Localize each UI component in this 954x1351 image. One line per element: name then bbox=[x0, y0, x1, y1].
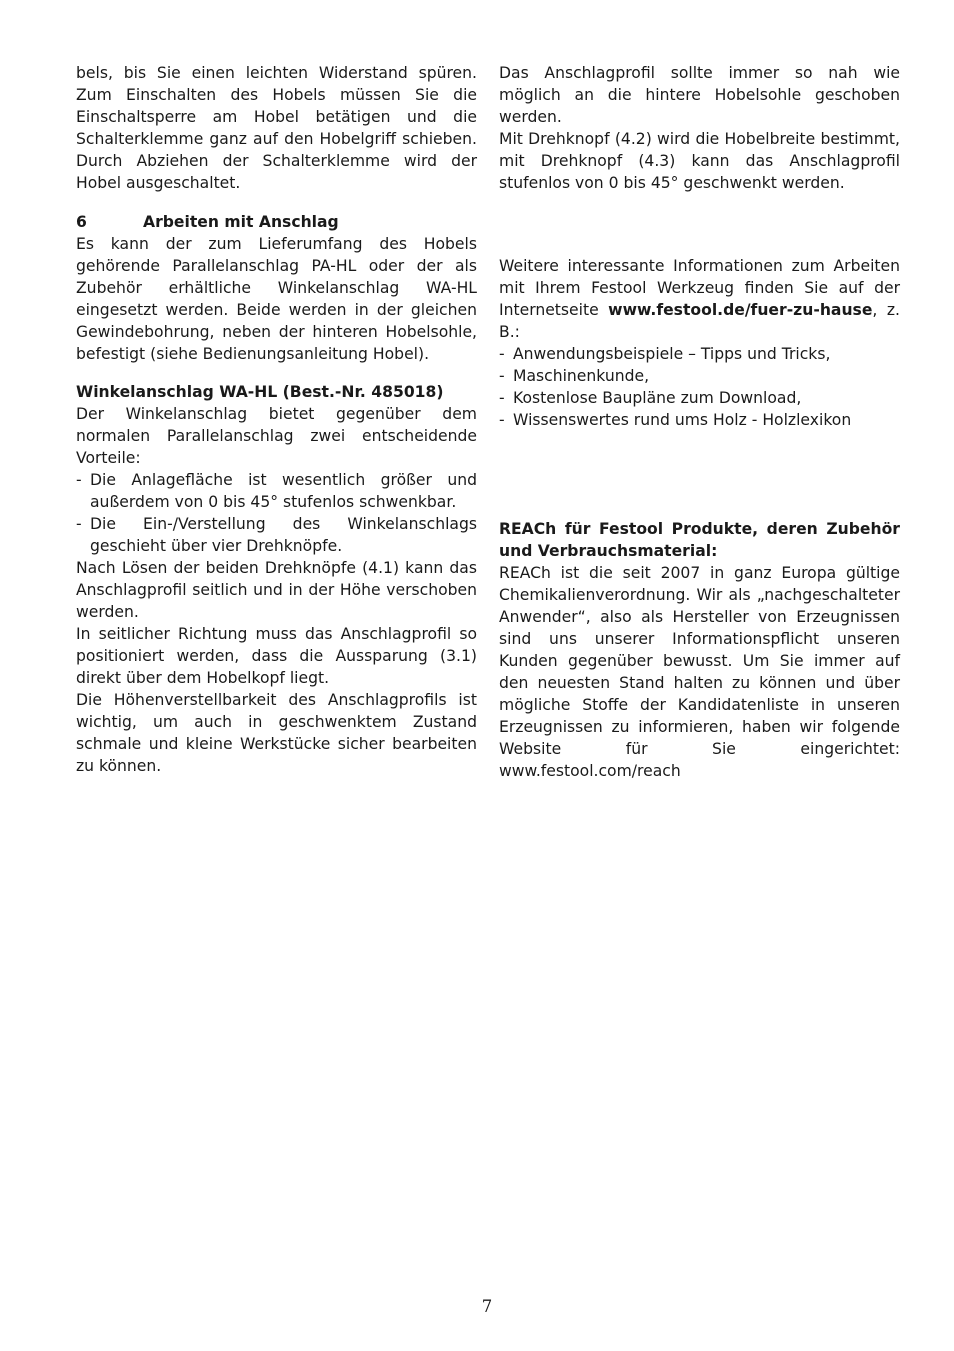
list-item: - Die Anlagefläche ist wesentlich größer und außerdem von 0 bis 45° stufenlos schwenkbar. bbox=[76, 469, 477, 513]
paragraph-more-info: Weitere interessante Informationen zum Arbeiten mit Ihrem Festool Werkzeug finden Sie auf der Internetseite www.festool.de/fuer-zu-hause, z. B.: bbox=[499, 257, 900, 341]
section-title: Arbeiten mit Anschlag bbox=[143, 212, 339, 231]
paragraph-profile: Das Anschlagprofil sollte immer so nah wie möglich an die hintere Hobelsohle geschoben werden. bbox=[499, 64, 900, 126]
list-item: - Kostenlose Baupläne zum Download, bbox=[499, 387, 900, 409]
page-number: 7 bbox=[481, 1297, 493, 1316]
paragraph-switch-off: bels, bis Sie einen leichten Widerstand spüren. Zum Einschalten des Hobels müssen Sie die Einschaltsperre am Hobel betätigen und die Schalterklemme ganz auf den Hobelgriff schieben. Durch Abziehen der Schalterklemme wird der Hobel ausgeschaltet. bbox=[76, 64, 477, 192]
paragraph-advantages: Der Winkelanschlag bietet gegenüber dem normalen Parallelanschlag zwei entscheidende Vorteile: bbox=[76, 405, 477, 467]
left-column bbox=[76, 62, 477, 777]
section-heading bbox=[76, 211, 477, 233]
paragraph-height: Die Höhenverstellbarkeit des Anschlagprofils ist wichtig, um auch in geschwenktem Zustand schmale und kleine Werkstücke sicher bearbeiten zu können. bbox=[76, 691, 477, 775]
list-item: - Maschinenkunde, bbox=[499, 365, 900, 387]
list-item: - Wissenswertes rund ums Holz - Holzlexikon bbox=[499, 409, 900, 431]
subheading-angle-fence: Winkelanschlag WA-HL (Best.-Nr. 485018) bbox=[76, 383, 444, 401]
paragraph-rotary-knobs: Mit Drehknopf (4.2) wird die Hobelbreite bestimmt, mit Drehknopf (4.3) kann das Anschlagprofil stufenlos von 0 bis 45° geschwenkt werden. bbox=[499, 130, 900, 192]
paragraph-fence-intro: Es kann der zum Lieferumfang des Hobels gehörende Parallelanschlag PA-HL oder der als Zubehör erhältliche Winkelanschlag WA-HL eingesetzt werden. Beide werden in der gleichen Gewindebohrung, neben der hinteren Hobelsohle, befestigt (siehe Bedienungsanleitung Hobel). bbox=[76, 234, 477, 363]
list-item: - Anwendungsbeispiele – Tipps und Tricks, bbox=[499, 343, 900, 365]
reach-paragraph: REACh ist die seit 2007 in ganz Europa gültige Chemikalienverordnung. Wir als „nachgeschalteter Anwender“, also als Hersteller von Erzeugnissen sind uns unserer Informationspflicht unseren Kunden gegenüber bewusst. Um Sie immer auf den neuesten Stand halten zu können und über mögliche Stoffe der Kandidatenliste in unseren Erzeugnissen zu informieren, haben wir folgende Website für Sie eingerichtet: www.festool.com/reach bbox=[499, 564, 900, 780]
festool-link[interactable]: www.festool.de/fuer-zu-hause bbox=[608, 301, 873, 319]
info-list bbox=[499, 343, 900, 431]
section-number: 6 bbox=[76, 212, 87, 231]
paragraph-knobs: Nach Lösen der beiden Drehknöpfe (4.1) kann das Anschlagprofil seitlich und in der Höhe verschoben werden. bbox=[76, 559, 477, 621]
right-column bbox=[499, 62, 900, 782]
advantages-list bbox=[76, 469, 477, 557]
list-item: - Die Ein-/Verstellung des Winkelanschlags geschieht über vier Drehknöpfe. bbox=[76, 513, 477, 557]
paragraph-lateral: In seitlicher Richtung muss das Anschlagprofil so positioniert werden, dass die Aussparung (3.1) direkt über dem Hobelkopf liegt. bbox=[76, 625, 477, 687]
reach-heading: REACh für Festool Produkte, deren Zubehör und Verbrauchsmaterial: bbox=[499, 520, 900, 560]
